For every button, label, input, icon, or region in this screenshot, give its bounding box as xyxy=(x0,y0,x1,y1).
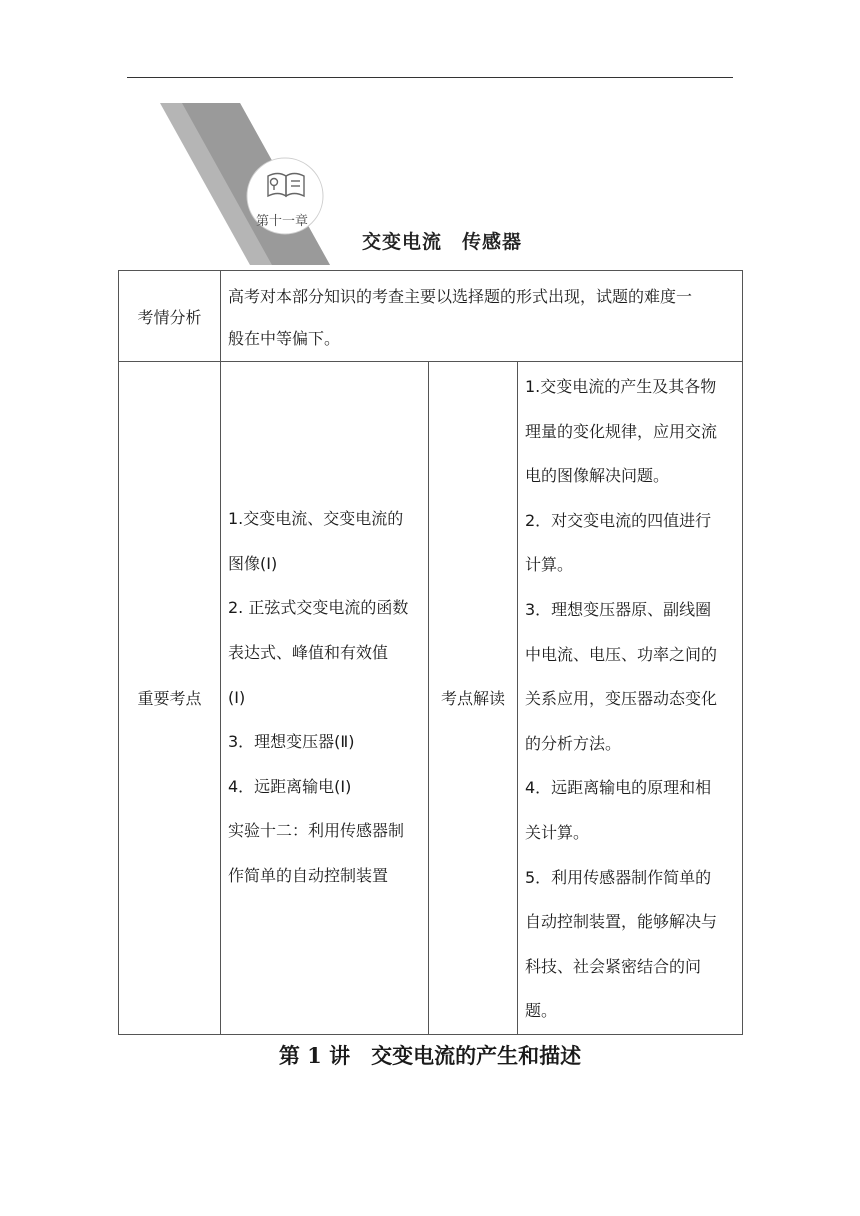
table-row-key-points xyxy=(119,362,743,1035)
reading-list xyxy=(518,362,743,1035)
reading-line: 关系应用，变压器动态变化 xyxy=(525,689,718,709)
key-point-line: 1.交变电流、交变电流的 xyxy=(228,509,404,529)
exam-overview-table xyxy=(118,270,743,1035)
table-row-analysis xyxy=(119,271,743,362)
reading-line: 5．利用传感器制作简单的 xyxy=(525,867,712,887)
reading-line: 理量的变化规律，应用交流 xyxy=(525,421,718,441)
lecture-title: 第 1 讲 交变电流的产生和描述 xyxy=(278,1043,582,1068)
reading-line: 1.交变电流的产生及其各物 xyxy=(525,377,717,396)
reading-line: 科技、社会紧密结合的问 xyxy=(525,956,702,976)
key-point-line: 3．理想变压器(Ⅱ) xyxy=(228,732,355,752)
analysis-line: 般在中等偏下。 xyxy=(228,328,341,348)
header-analysis: 考情分析 xyxy=(119,271,221,362)
header-key-points: 重要考点 xyxy=(119,362,221,1035)
analysis-content xyxy=(221,271,743,362)
key-points-list xyxy=(221,362,429,1035)
reading-line: 关计算。 xyxy=(525,822,590,842)
key-point-line: 实验十二：利用传感器制 xyxy=(228,821,405,841)
key-point-line: (Ⅰ) xyxy=(228,687,246,707)
reading-line: 电的图像解决问题。 xyxy=(525,466,670,486)
key-point-line: 4．远距离输电(Ⅰ) xyxy=(228,776,352,796)
reading-line: 3．理想变压器原、副线圈 xyxy=(525,599,712,619)
key-point-line: 2. 正弦式交变电流的函数 xyxy=(228,598,409,618)
chapter-label: 第十一章 xyxy=(256,214,309,229)
reading-line: 中电流、电压、功率之间的 xyxy=(525,644,718,664)
key-point-line: 作简单的自动控制装置 xyxy=(228,866,389,886)
analysis-line: 高考对本部分知识的考查主要以选择题的形式出现，试题的难度一 xyxy=(228,286,693,306)
header-reading: 考点解读 xyxy=(429,362,518,1035)
reading-line: 题。 xyxy=(525,1001,558,1021)
reading-line: 计算。 xyxy=(525,555,574,575)
reading-line: 自动控制装置，能够解决与 xyxy=(525,912,718,932)
top-rule xyxy=(127,77,733,78)
reading-line: 的分析方法。 xyxy=(525,733,622,753)
chapter-title: 交变电流 传感器 xyxy=(362,231,523,253)
reading-line: 4．远距离输电的原理和相 xyxy=(525,778,712,798)
key-point-line: 表达式、峰值和有效值 xyxy=(228,643,389,663)
reading-line: 2．对交变电流的四值进行 xyxy=(525,510,712,530)
key-point-line: 图像(Ⅰ) xyxy=(228,553,278,573)
